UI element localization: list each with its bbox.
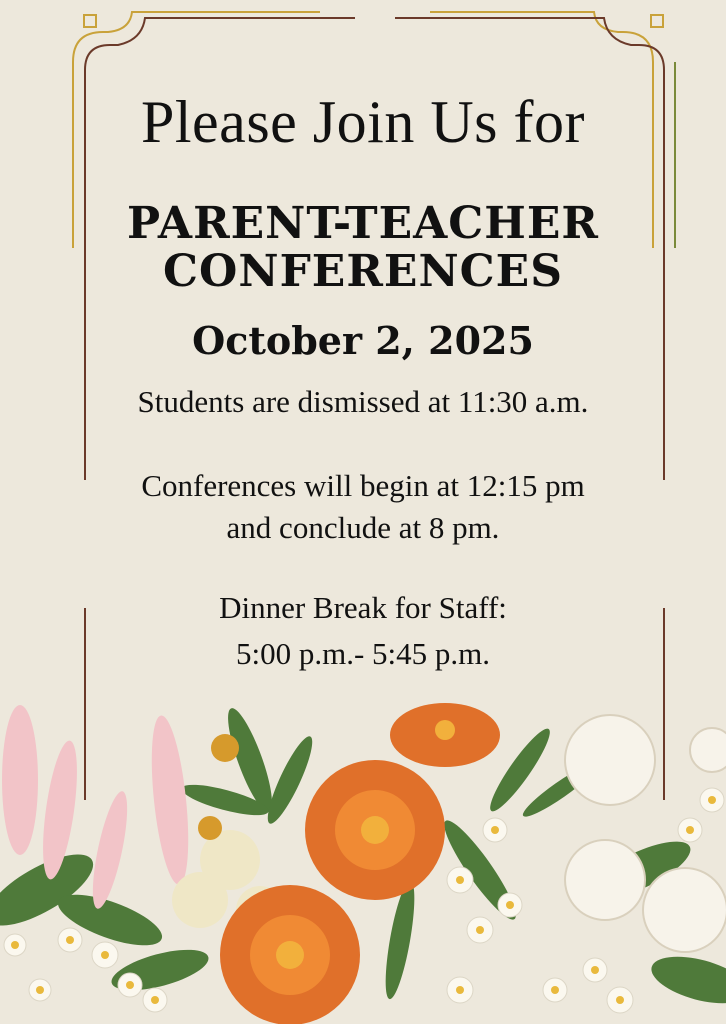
conference-start: Conferences will begin at 12:15 pm: [141, 468, 585, 503]
conference-end: and conclude at 8 pm.: [226, 510, 500, 545]
event-title: [60, 200, 666, 296]
event-title-line-2: CONFERENCES: [163, 246, 563, 297]
floral-border-illustration: [0, 690, 726, 1024]
event-date: October 2, 2025: [192, 318, 534, 363]
dinner-break-label: Dinner Break for Staff:: [219, 590, 507, 625]
event-title-line-1: PARENT-TEACHER: [127, 198, 599, 249]
dinner-break-time: 5:00 p.m.- 5:45 p.m.: [235, 636, 491, 671]
invitation-heading: Please Join Us for: [141, 89, 585, 155]
dismissal-time: Students are dismissed at 11:30 a.m.: [137, 384, 589, 419]
